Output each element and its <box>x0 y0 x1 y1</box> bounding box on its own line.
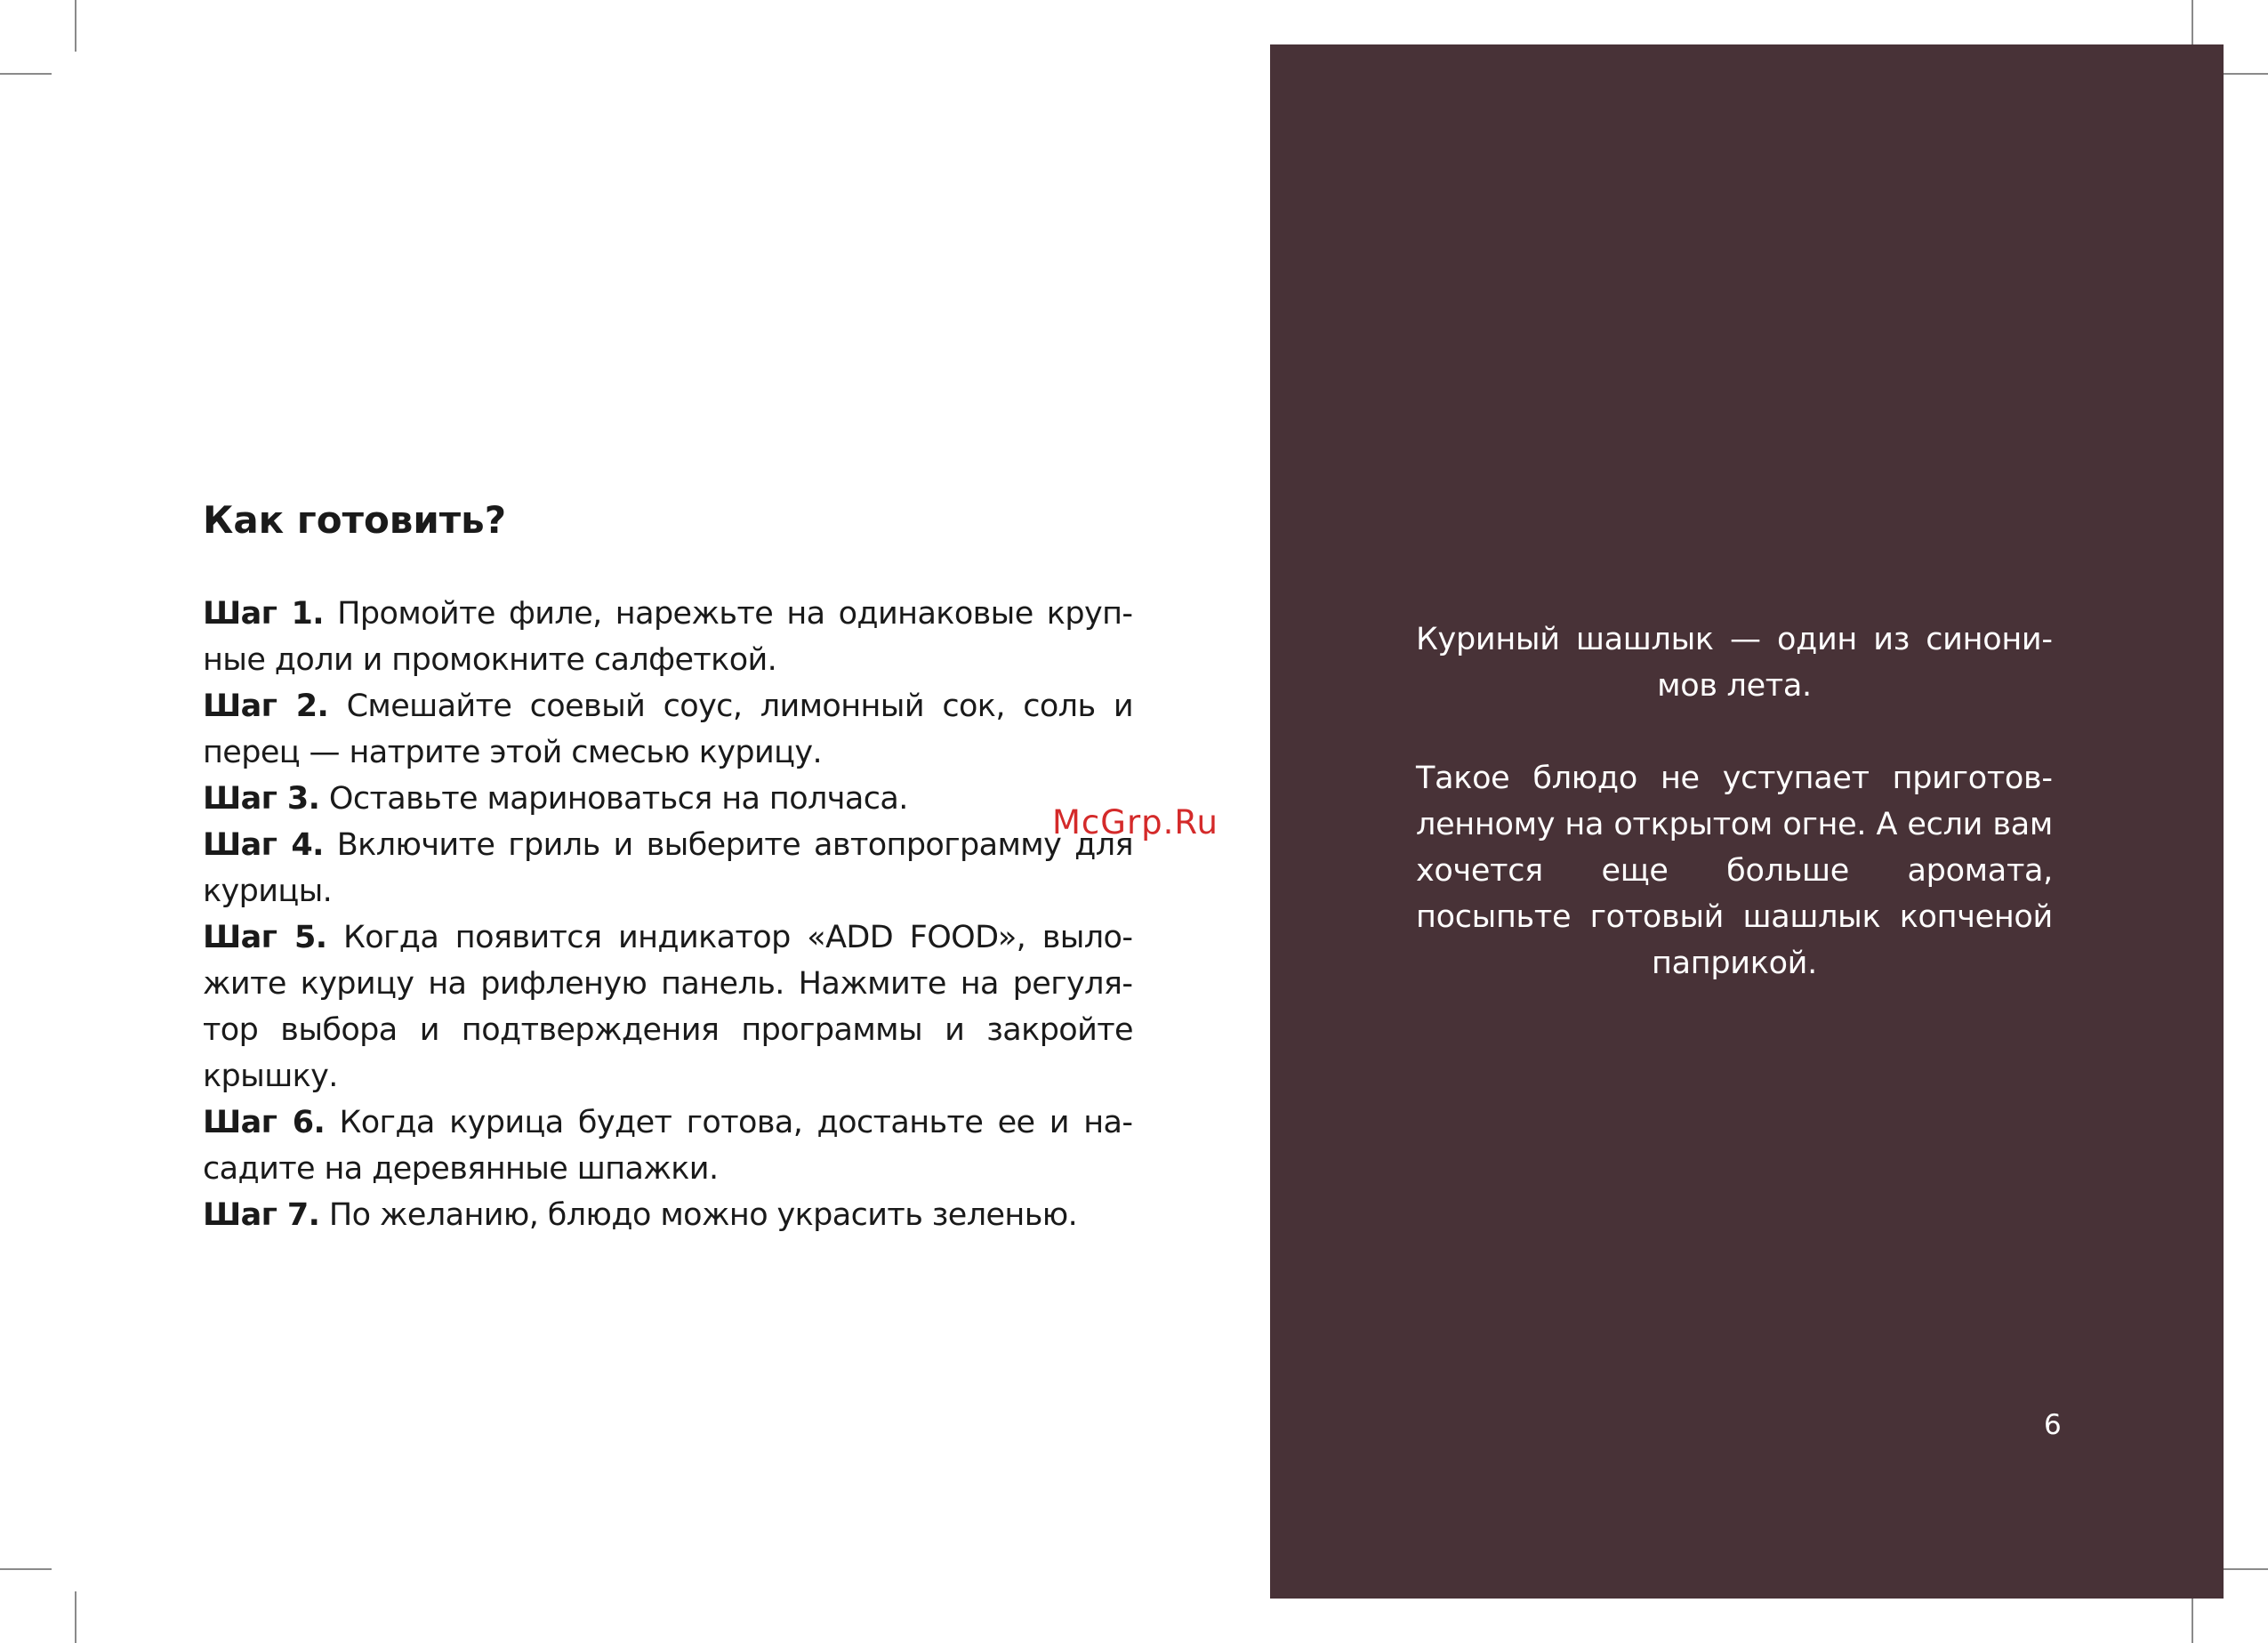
crop-mark-bottom-right-horizontal <box>2216 1568 2268 1570</box>
step-2 <box>203 683 1133 776</box>
step-7 <box>203 1192 1133 1238</box>
step-label: Шаг 4. <box>203 827 324 863</box>
page-number: 6 <box>2044 1409 2062 1441</box>
step-label: Шаг 3. <box>203 781 320 817</box>
crop-mark-top-left-vertical <box>75 0 76 52</box>
step-label: Шаг 2. <box>203 689 329 724</box>
step-5 <box>203 914 1133 1099</box>
step-text: Оставьте мариноваться на полчаса. <box>319 781 908 817</box>
step-1 <box>203 591 1133 683</box>
step-4 <box>203 822 1133 914</box>
watermark: McGrp.Ru <box>1052 803 1218 842</box>
step-text: Смешайте соевый соус, лимонный сок, соль и перец — натрите этой смесью курицу. <box>203 689 1133 770</box>
crop-mark-top-left-horizontal <box>0 73 52 75</box>
steps-list <box>203 591 1133 1238</box>
step-3 <box>203 776 1133 822</box>
step-label: Шаг 6. <box>203 1105 326 1140</box>
step-text: Когда появится индикатор «ADD FOOD», выложите курицу на рифленую панель. Нажмите на регулятор выбора и подтверждения программы и закройте крышку. <box>203 920 1133 1094</box>
step-label: Шаг 7. <box>203 1197 320 1233</box>
step-label: Шаг 5. <box>203 920 327 955</box>
sidebar-text <box>1416 616 2053 987</box>
step-text: Когда курица будет готова, достаньте ее и насадите на деревянные шпажки. <box>203 1105 1133 1187</box>
sidebar-panel <box>1270 44 2224 1599</box>
crop-mark-bottom-left-horizontal <box>0 1568 52 1570</box>
crop-mark-bottom-left-vertical <box>75 1591 76 1643</box>
crop-mark-top-right-horizontal <box>2216 73 2268 75</box>
sidebar-paragraph-2: Такое блюдо не уступает приготовленному на открытом огне. А если вам хочется еще больше аромата, посыпьте готовый шашлык копченой паприкой. <box>1416 761 2053 981</box>
crop-mark-bottom-right-vertical <box>2192 1591 2193 1643</box>
step-label: Шаг 1. <box>203 596 325 632</box>
page-title: Как готовить? <box>203 498 507 542</box>
sidebar-paragraph-1: Куриный шашлык — один из синонимов лета. <box>1416 622 2053 704</box>
step-text: Промойте филе, нарежьте на одинаковые крупные доли и промокните салфеткой. <box>203 596 1133 678</box>
step-6 <box>203 1099 1133 1192</box>
step-text: По желанию, блюдо можно украсить зеленью. <box>319 1197 1078 1233</box>
step-text: Включите гриль и выберите автопрограмму для курицы. <box>203 827 1133 909</box>
